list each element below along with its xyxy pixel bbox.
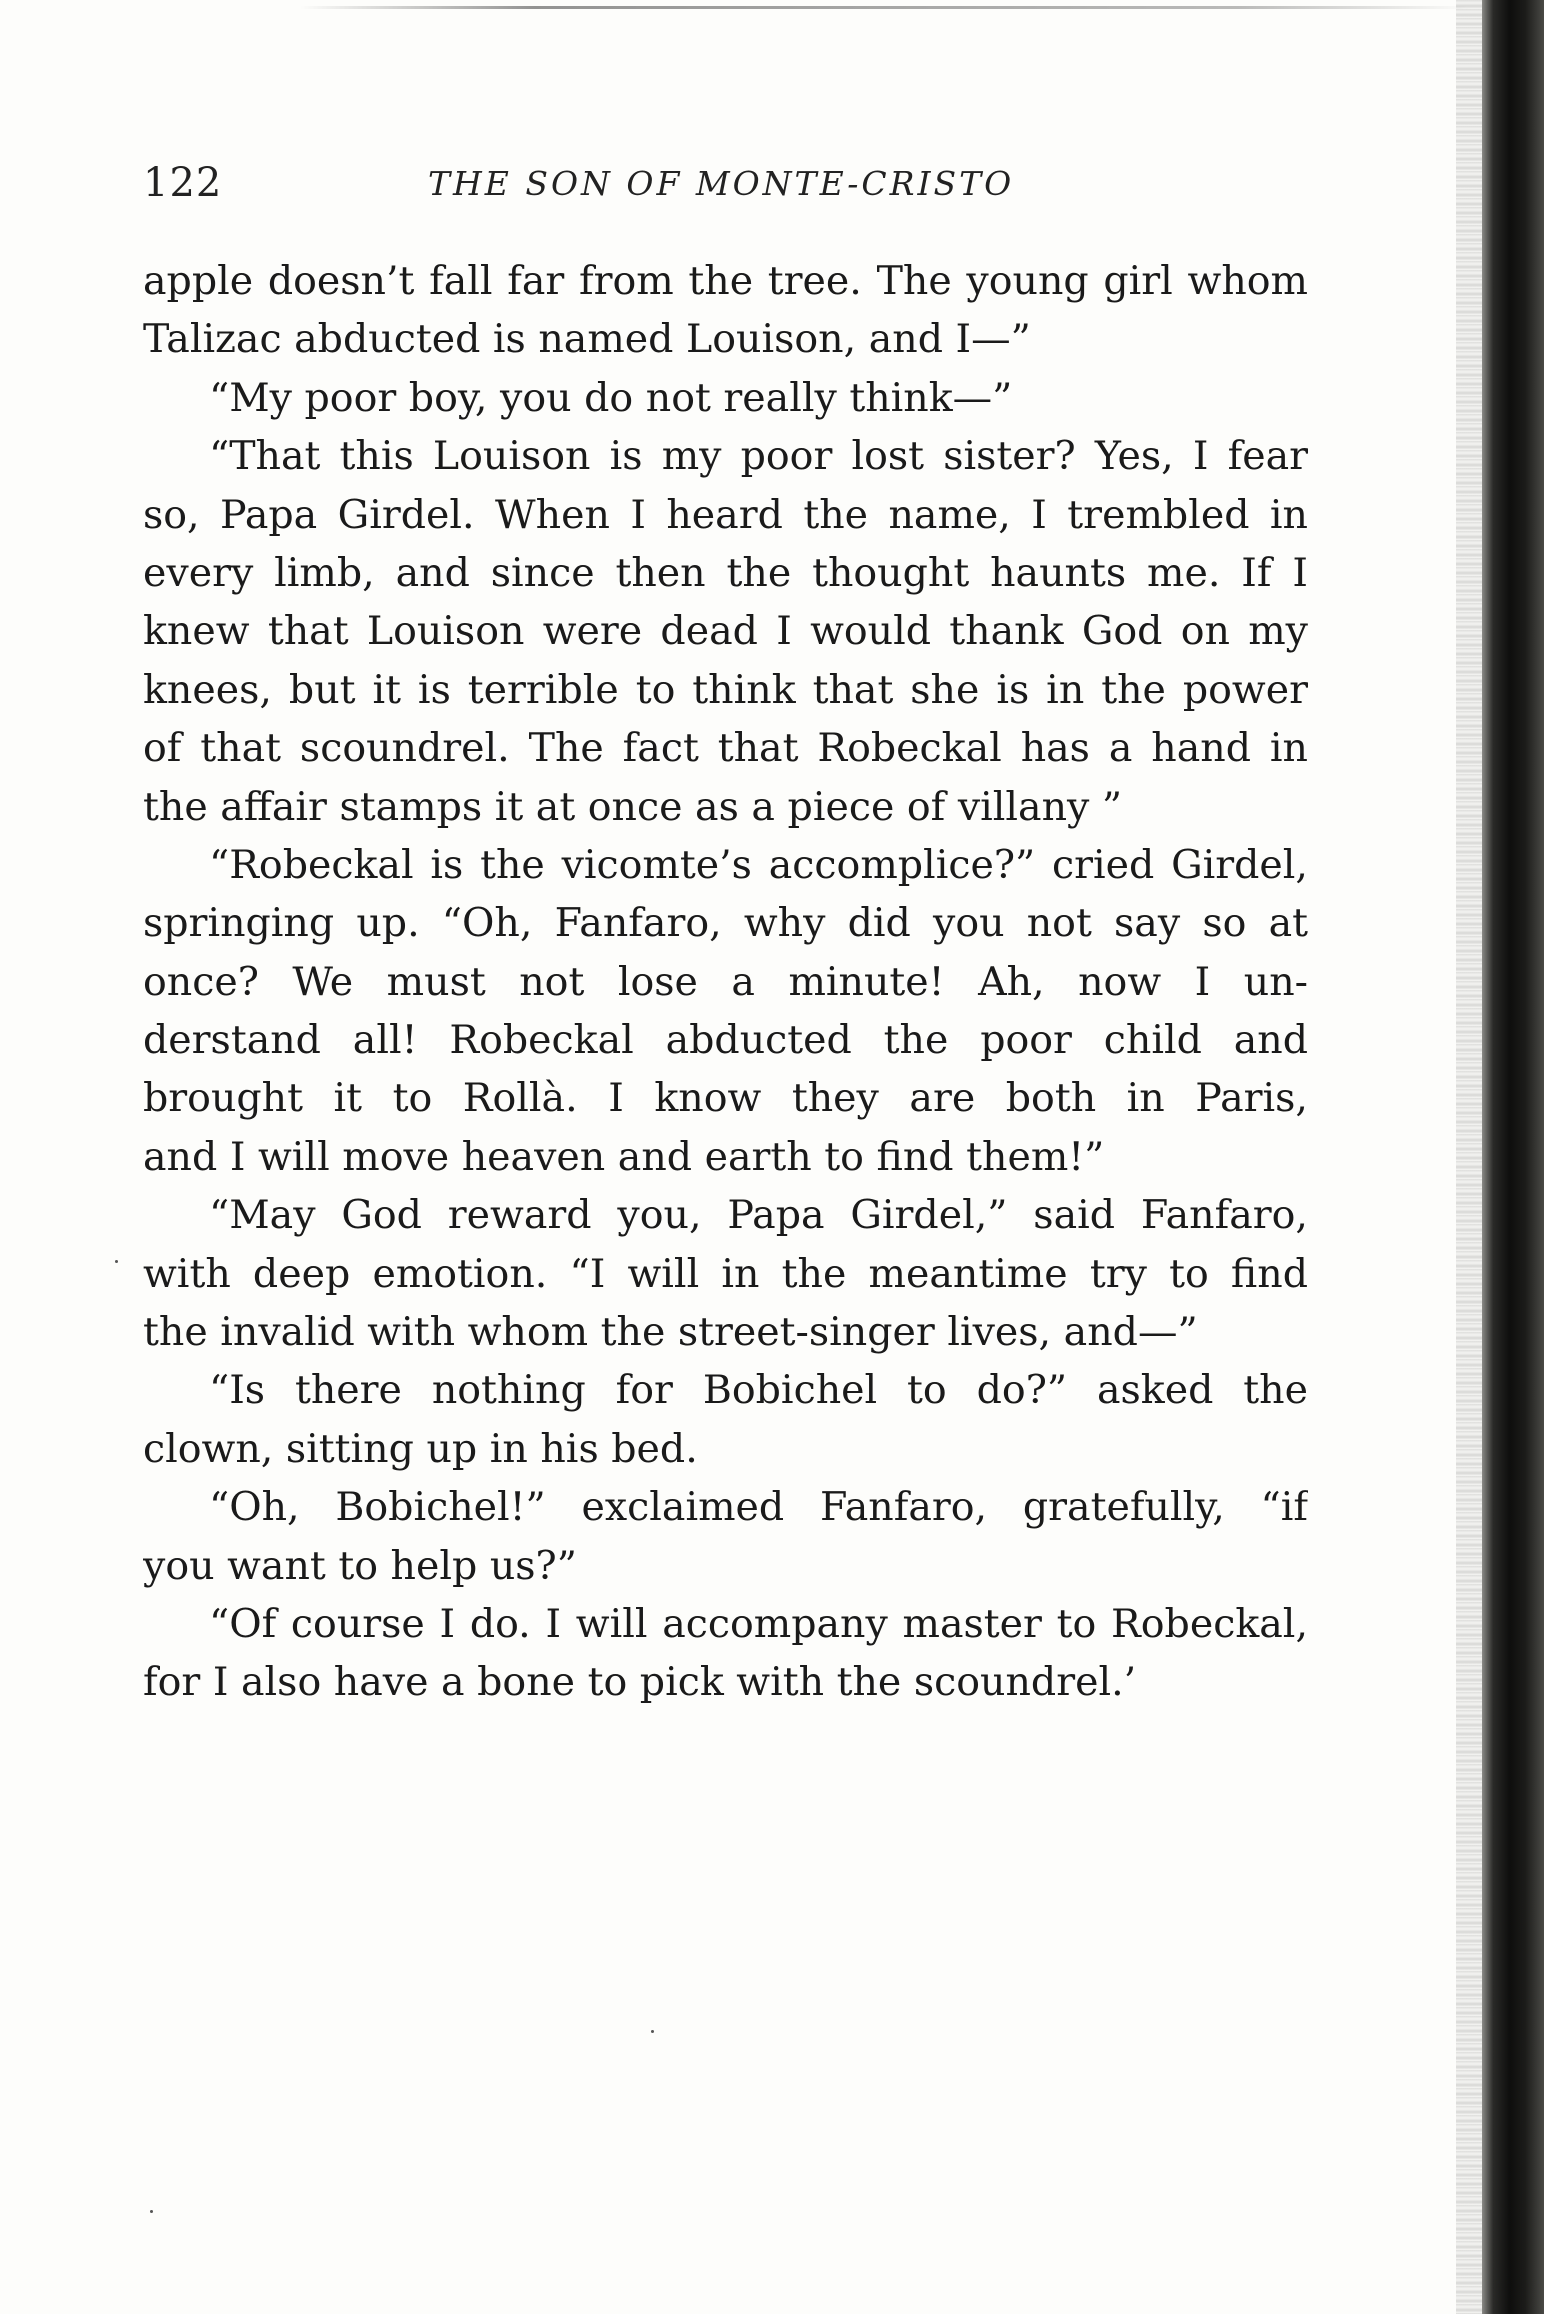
- text-line: the affair stamps it at once as a piece of villany ”: [143, 783, 1123, 830]
- text-line: knew that Louison were dead I would thank God on my: [143, 608, 1308, 655]
- text-line: you want to help us?”: [143, 1542, 577, 1589]
- text-line: “That this Louison is my poor lost sister? Yes, I fear: [209, 433, 1308, 480]
- paper-speck: [115, 1260, 118, 1263]
- text-line: “Oh, Bobichel!” exclaimed Fanfaro, gratefully, “if: [209, 1484, 1308, 1531]
- page-header: [143, 160, 1313, 220]
- page-number: 122: [143, 160, 223, 206]
- body-text: [143, 252, 1308, 1712]
- page-top-edge: [300, 6, 1470, 9]
- text-line: springing up. “Oh, Fanfaro, why did you not say so at: [143, 900, 1308, 947]
- running-title: THE SON OF MONTE-CRISTO: [428, 164, 1015, 203]
- text-line: clown, sitting up in his bed.: [143, 1425, 698, 1472]
- text-line: of that scoundrel. The fact that Robeckal has a hand in: [143, 725, 1308, 772]
- text-line: with deep emotion. “I will in the meantime try to find: [143, 1250, 1308, 1297]
- text-line: knees, but it is terrible to think that she is in the power: [143, 666, 1308, 713]
- text-line: “My poor boy, you do not really think—”: [209, 374, 1013, 421]
- text-line: so, Papa Girdel. When I heard the name, I trembled in: [143, 491, 1308, 538]
- text-line: derstand all! Robeckal abducted the poor child and: [143, 1017, 1308, 1064]
- text-line: apple doesn’t fall far from the tree. The young girl whom: [143, 258, 1308, 304]
- text-line: brought it to Rollà. I know they are both in Paris,: [143, 1075, 1308, 1122]
- page-gutter-shadow: [1456, 0, 1482, 2314]
- paper-speck: [651, 2030, 654, 2033]
- text-line: Talizac abducted is named Louison, and I—”: [143, 316, 1031, 363]
- text-line: every limb, and since then the thought haunts me. If I: [143, 549, 1308, 596]
- text-line: “May God reward you, Papa Girdel,” said Fanfaro,: [209, 1192, 1308, 1239]
- book-spine-shadow: [1482, 0, 1544, 2314]
- text-line: once? We must not lose a minute! Ah, now I un-: [143, 958, 1308, 1005]
- text-line: “Of course I do. I will accompany master to Robeckal,: [209, 1600, 1308, 1647]
- text-line: for I also have a bone to pick with the scoundrel.’: [143, 1659, 1137, 1706]
- text-line: “Is there nothing for Bobichel to do?” asked the: [209, 1367, 1308, 1414]
- text-line: and I will move heaven and earth to find them!”: [143, 1133, 1105, 1180]
- paper-speck: [150, 2210, 153, 2213]
- text-line: the invalid with whom the street-singer lives, and—”: [143, 1309, 1198, 1356]
- text-line: “Robeckal is the vicomte’s accomplice?” cried Girdel,: [209, 841, 1308, 888]
